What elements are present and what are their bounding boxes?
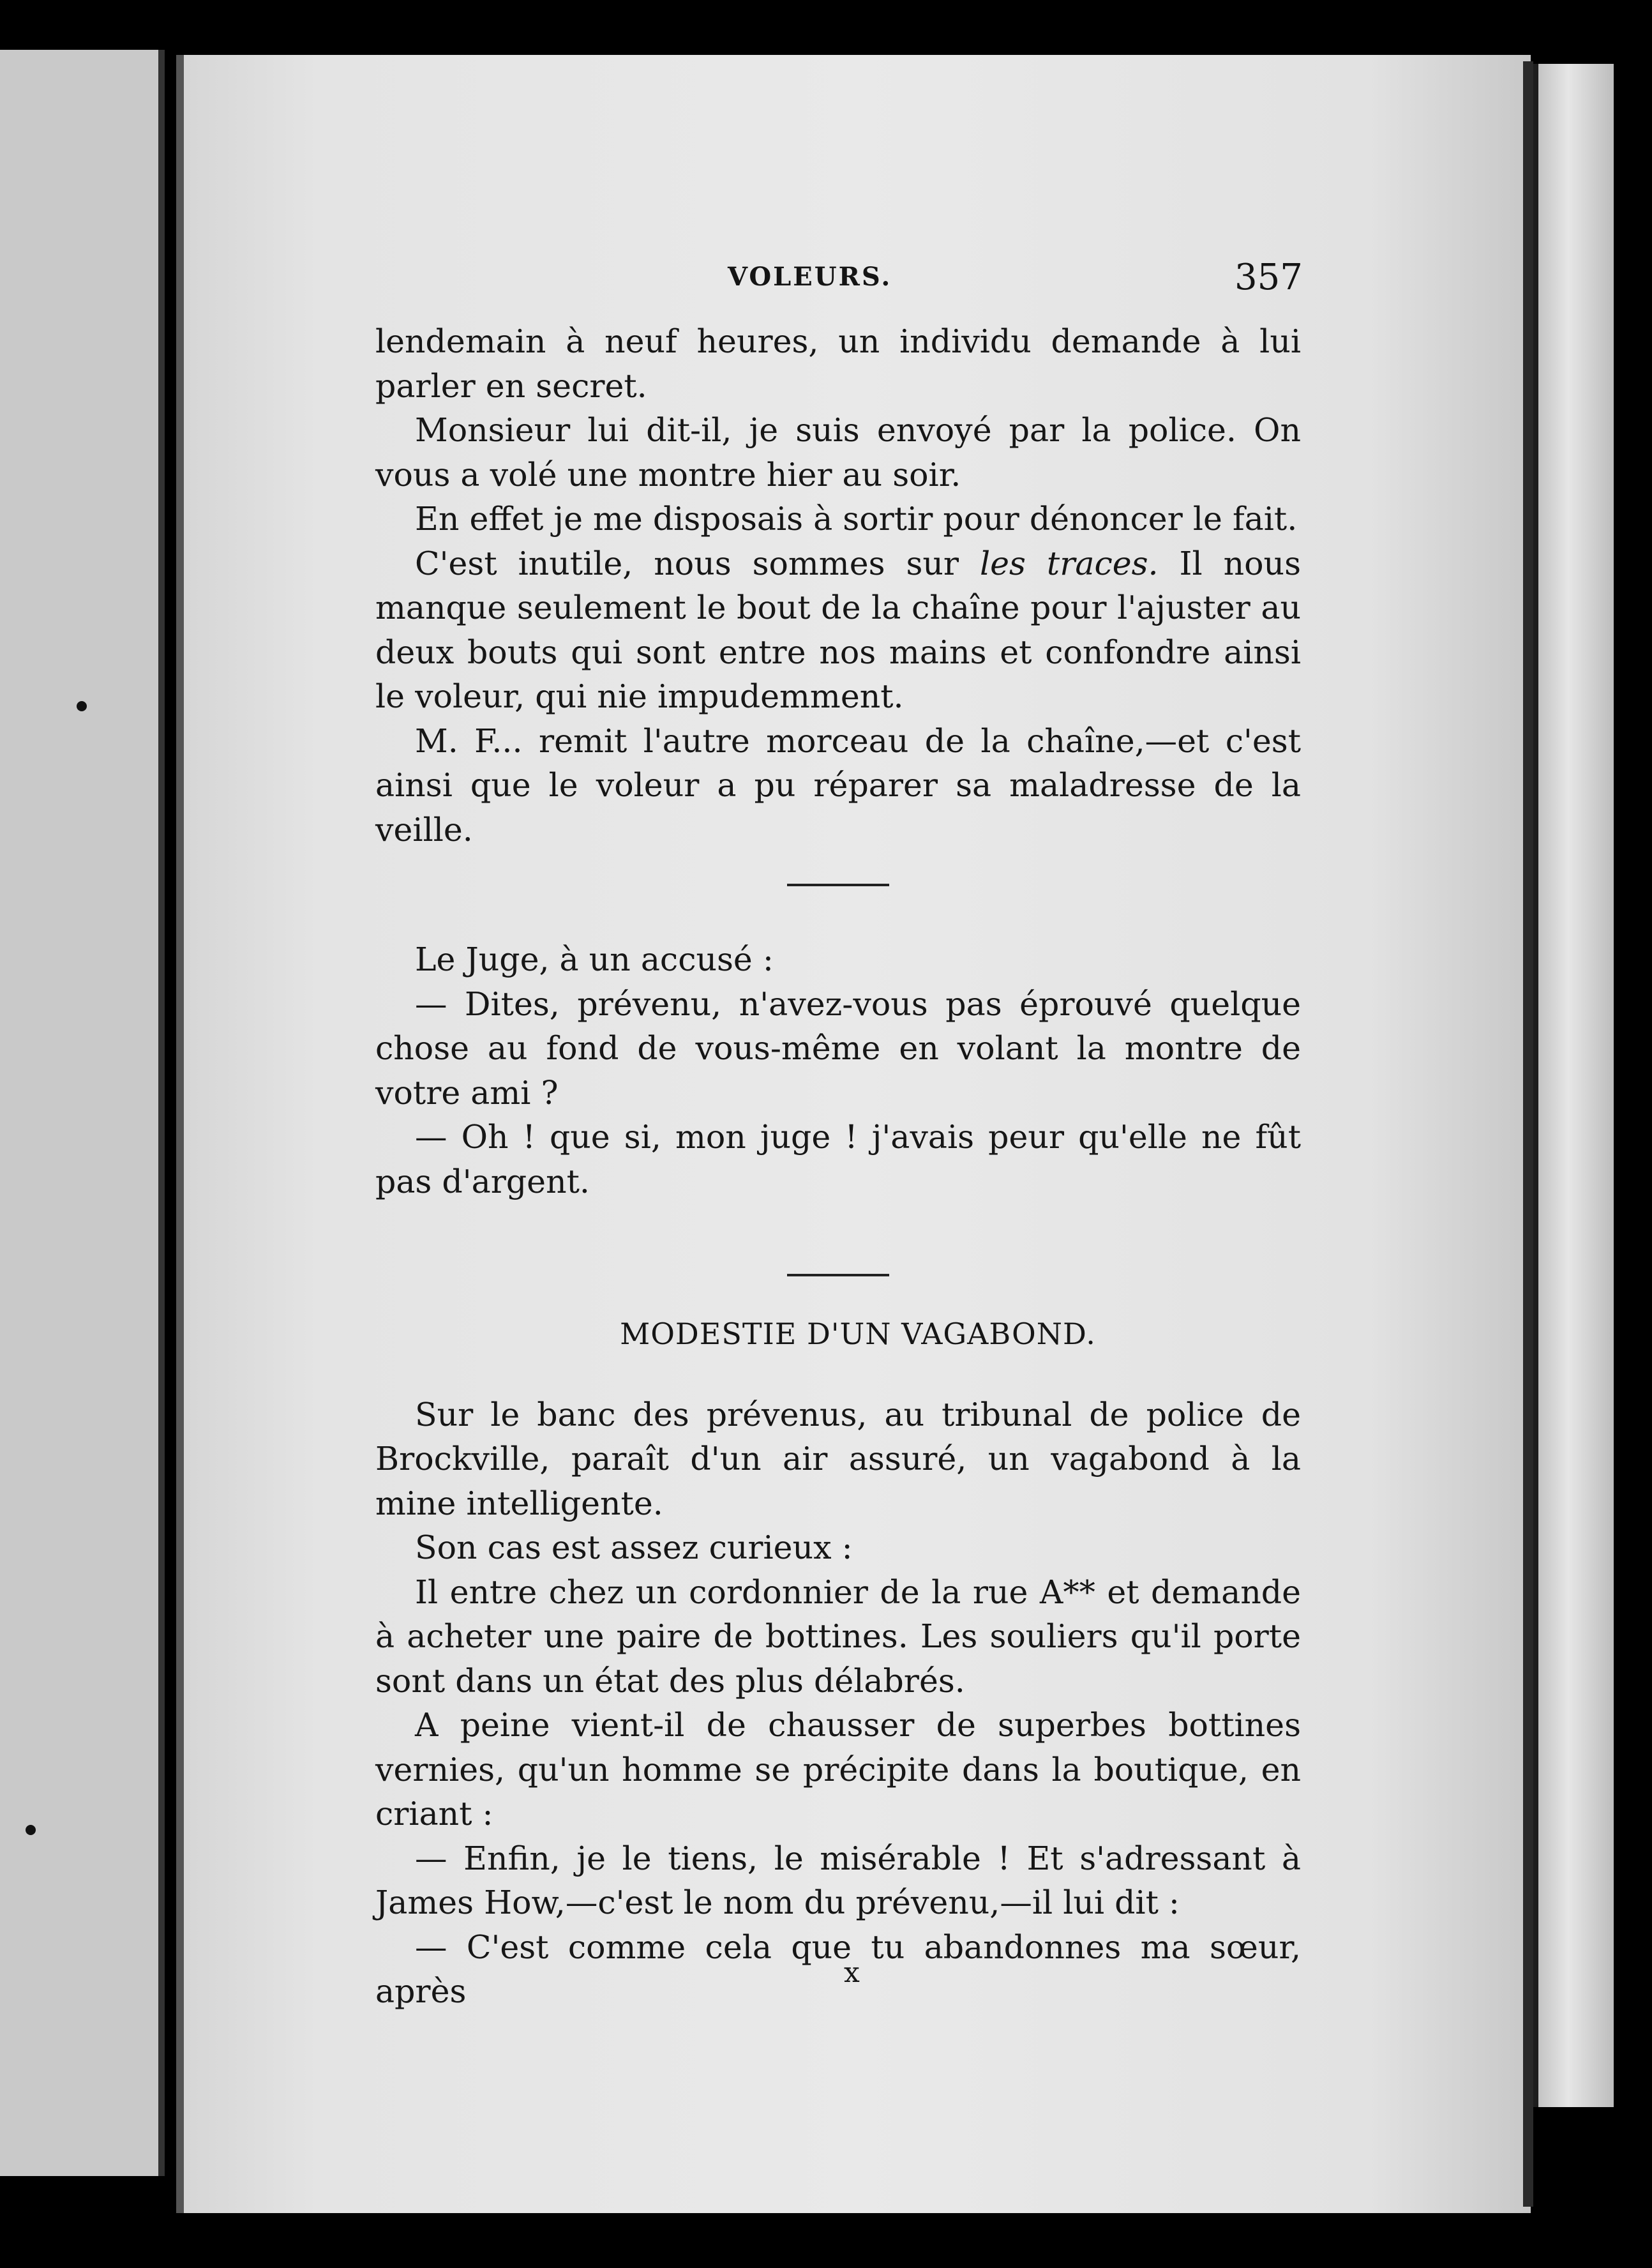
paragraph-text: Il nous manque seulement le bout de la chaîne pour l'ajuster au deux bouts qui sont entre nos mains et confondre ainsi le voleur, qui nie impudemment. [375,544,1301,715]
page-body [375,319,1301,2014]
page-edge-shadow [1523,61,1533,2207]
paragraph: Le Juge, à un accusé : [415,941,774,978]
paragraph-text: C'est inutile, nous sommes sur [415,544,980,582]
paragraph: Il entre chez un cordonnier de la rue A** et demande à acheter une paire de bottines. Les souliers qu'il porte sont dans un état des plus délabrés. [375,1573,1301,1700]
signature-mark: x [844,1956,860,1989]
ink-spot [77,701,87,711]
paragraph: A peine vient-il de chausser de superbes bottines vernies, qu'un homme se précipite dans la boutique, en criant : [375,1706,1301,1833]
paragraph: — Enfin, je le tiens, le misérable ! Et s'adressant à James How,—c'est le nom du prévenu,—il lui dit : [375,1839,1301,1921]
previous-page-edge [0,50,165,2176]
paragraph [375,541,1301,719]
paragraph: M. F... remit l'autre morceau de la chaîne,—et c'est ainsi que le voleur a pu réparer sa maladresse de la veille. [375,722,1301,849]
paragraph: Sur le banc des prévenus, au tribunal de police de Brockville, paraît d'un air assuré, un vagabond à la mine intelligente. [375,1395,1301,1522]
italic-phrase: les traces. [980,544,1159,582]
book-binding [1533,64,1614,2107]
paragraph: — Dites, prévenu, n'avez-vous pas éprouvé quelque chose au fond de vous-même en volant la montre de votre ami ? [375,985,1301,1112]
paragraph: — Oh ! que si, mon juge ! j'avais peur qu'elle ne fût pas d'argent. [375,1118,1301,1200]
ink-spot [26,1825,36,1835]
paragraph: lendemain à neuf heures, un individu demande à lui parler en secret. [375,322,1301,405]
paragraph: — C'est comme cela que tu abandonnes ma sœur, après [375,1928,1301,2010]
page-number: 357 [1235,257,1303,298]
paragraph: Son cas est assez curieux : [415,1529,853,1566]
section-heading: MODESTIE D'UN VAGABOND. [620,1317,1096,1351]
paragraph: Monsieur lui dit-il, je suis envoyé par la police. On vous a volé une montre hier au soir. [375,411,1301,494]
paragraph: En effet je me disposais à sortir pour dénoncer le fait. [415,500,1298,538]
running-title: VOLEURS. [728,262,892,292]
